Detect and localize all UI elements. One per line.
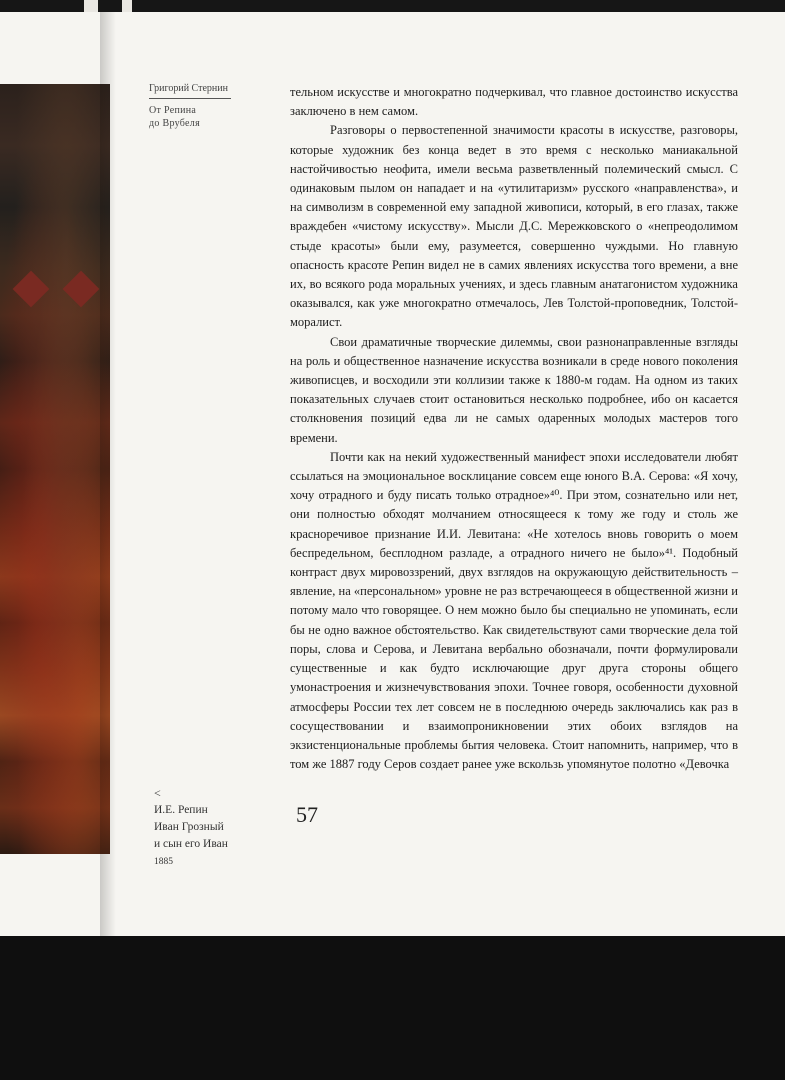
caption-arrow: < [154,786,161,800]
scanner-paper-tab [84,0,98,12]
caption-title-line: и сын его Иван [154,838,228,850]
running-head-subtitle-line: до Врубеля [149,118,200,129]
ornament-diamond [63,271,100,308]
body-text [290,83,738,774]
painting-fragment [0,84,110,854]
page-gutter-shadow [100,12,116,936]
figure-caption [154,785,264,871]
running-head [149,82,231,130]
scanner-paper-tab [122,0,132,12]
ornament-diamond [13,271,50,308]
running-head-author: Григорий Стернин [149,82,231,99]
running-head-subtitle-line: От Репина [149,105,197,116]
caption-artist: И.Е. Репин [154,804,208,816]
caption-title-line: Иван Грозный [154,821,224,833]
paragraph: Разговоры о первостепенной значимости красоты в искусстве, разговоры, которые художник без конца ведет в это время с несколько маниакальной настойчивостью неофита, имели весьма разветвленный полемический смысл. С одинаковым пылом он нападает и на «утилитаризм» русского «направленства», и на символизм в современной ему западной живописи, который, в его глазах, также враждебен «чистому искусству». Мысли Д.С. Мережковского о «непреодолимом стыде красоты» были ему, разумеется, совершенно чуждыми. Но главную опасность красоте Репин видел не в самих явлениях искусства того времени, а вне их, во всякого рода моральных учениях, и здесь главным анатагонистом художника оказывался, как уже многократно отмечалось, Лев Толстой-проповедник, Толстой-моралист. [290,123,738,330]
caption-year: 1885 [154,857,173,867]
book-page [0,12,785,936]
running-head-subtitle [149,104,231,130]
paragraph: Почти как на некий художественный манифест эпохи исследователи любят ссылаться на эмоциональное восклицание совсем еще юного В.А. Серова: «Я хочу, хочу отрадного и буду писать только отрадное»⁴⁰. При этом, сознательно или нет, они полностью обходят молчанием относящееся к тому же году и столь же красноречивое признание И.И. Левитана: «Не хотелось вновь говорить о моем беспредельном, бесплодном разладе, а отрадного ничего не было»⁴¹. Подобный контраст двух мировоззрений, двух взглядов на окружающую действительность – явление, на «персональном» уровне не раз встречающееся в общественной жизни и потому мало что говорящее. О нем можно было бы специально не упоминать, если бы не одно важное обстоятельство. Как свидетельствуют сами творческие дела той поры, слова и Серова, и Левитана вербально обозначали, почти формулировали существенные и как будто исключающие друг друга стороны общего умонастроения и жизнечувствования эпохи. Точнее говоря, особенности духовной атмосферы России тех лет совсем не в последнюю очередь заключались как раз в сосуществовании и взаимопроникновении этих обоих взглядов на экзистенциональные проблемы бытия человека. Стоит напомнить, например, что в том же 1887 году Серов создает ранее уже вскользь упомянутое полотно «Девочка [290,449,738,772]
paragraph: Свои драматичные творческие дилеммы, свои разнонаправленные взгляды на роль и общественное назначение искусства возникали в среде нового поколения живописцев, и восходили эти коллизии также к 1880-м годам. На одном из таких показательных случаев стоит остановиться несколько подробнее, ибо он касается столкновения позиций едва ли не самых одаренных молодых мастеров того времени. [290,334,738,445]
paragraph: тельном искусстве и многократно подчеркивал, что главное достоинство искусства заключено в нем самом. [290,85,738,119]
page-number: 57 [296,802,318,827]
